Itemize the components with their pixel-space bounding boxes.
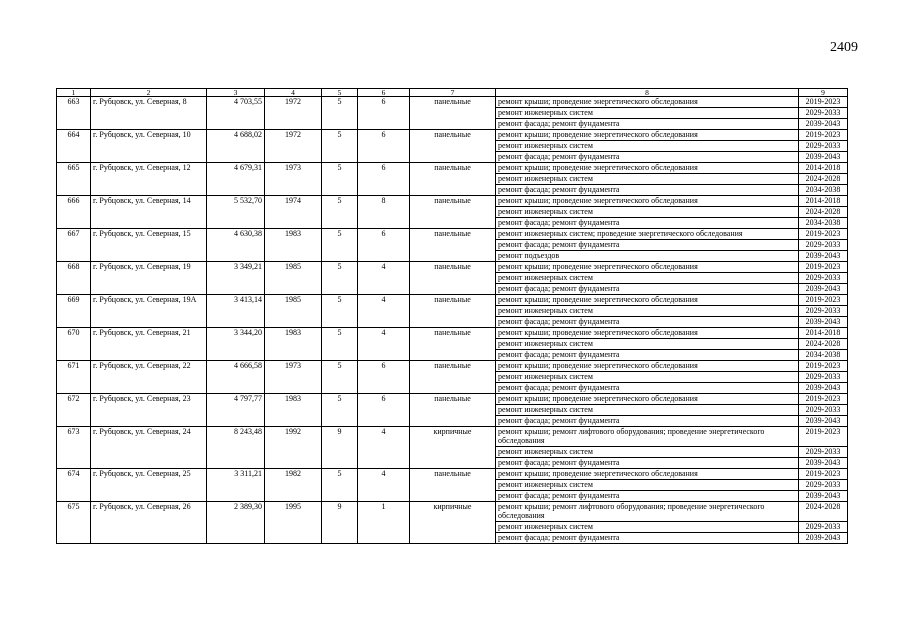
work-description: ремонт фасада; ремонт фундамента — [496, 317, 799, 328]
work-description: ремонт фасада; ремонт фундамента — [496, 119, 799, 130]
wall-material: кирпичные — [410, 502, 496, 544]
building-area: 2 389,30 — [207, 502, 265, 544]
building-year: 1995 — [265, 502, 322, 544]
building-number: 671 — [57, 361, 91, 394]
work-description: ремонт подъездов — [496, 251, 799, 262]
work-description: ремонт крыши; проведение энергетического обследования — [496, 469, 799, 480]
building-address: г. Рубцовск, ул. Северная, 12 — [91, 163, 207, 196]
building-floors: 5 — [322, 361, 358, 394]
work-description: ремонт инженерных систем — [496, 372, 799, 383]
work-period: 2029-2033 — [799, 108, 848, 119]
building-address: г. Рубцовск, ул. Северная, 10 — [91, 130, 207, 163]
building-area: 3 349,21 — [207, 262, 265, 295]
work-period: 2039-2043 — [799, 317, 848, 328]
building-area: 4 688,02 — [207, 130, 265, 163]
table-row — [57, 328, 848, 339]
work-period: 2029-2033 — [799, 372, 848, 383]
wall-material: панельные — [410, 130, 496, 163]
work-description: ремонт инженерных систем — [496, 480, 799, 491]
wall-material: панельные — [410, 295, 496, 328]
work-period: 2024-2028 — [799, 339, 848, 350]
work-description: ремонт фасада; ремонт фундамента — [496, 533, 799, 544]
building-floors: 5 — [322, 196, 358, 229]
building-floors: 5 — [322, 229, 358, 262]
work-period: 2034-2038 — [799, 350, 848, 361]
work-period: 2029-2033 — [799, 480, 848, 491]
work-description: ремонт крыши; проведение энергетического обследования — [496, 130, 799, 141]
building-number: 673 — [57, 427, 91, 469]
building-address: г. Рубцовск, ул. Северная, 25 — [91, 469, 207, 502]
building-entrances: 4 — [358, 427, 410, 469]
wall-material: кирпичные — [410, 427, 496, 469]
building-entrances: 4 — [358, 295, 410, 328]
work-period: 2039-2043 — [799, 251, 848, 262]
wall-material: панельные — [410, 163, 496, 196]
work-description: ремонт фасада; ремонт фундамента — [496, 383, 799, 394]
building-year: 1985 — [265, 295, 322, 328]
building-number: 665 — [57, 163, 91, 196]
work-period: 2019-2023 — [799, 229, 848, 240]
work-period: 2039-2043 — [799, 152, 848, 163]
building-year: 1983 — [265, 328, 322, 361]
building-area: 3 413,14 — [207, 295, 265, 328]
work-description: ремонт фасада; ремонт фундамента — [496, 458, 799, 469]
work-period: 2024-2028 — [799, 502, 848, 522]
building-address: г. Рубцовск, ул. Северная, 24 — [91, 427, 207, 469]
page-number: 2409 — [830, 40, 858, 55]
building-area: 4 679,31 — [207, 163, 265, 196]
building-area: 5 532,70 — [207, 196, 265, 229]
work-period: 2019-2023 — [799, 97, 848, 108]
buildings-table — [56, 88, 848, 544]
work-period: 2029-2033 — [799, 141, 848, 152]
building-number: 674 — [57, 469, 91, 502]
table-row — [57, 196, 848, 207]
work-description: ремонт инженерных систем — [496, 405, 799, 416]
work-description: ремонт инженерных систем — [496, 174, 799, 185]
column-number: 2 — [91, 89, 207, 97]
building-area: 4 666,58 — [207, 361, 265, 394]
building-number: 672 — [57, 394, 91, 427]
work-period: 2019-2023 — [799, 427, 848, 447]
work-description: ремонт инженерных систем — [496, 447, 799, 458]
work-period: 2039-2043 — [799, 416, 848, 427]
column-number: 1 — [57, 89, 91, 97]
building-number: 664 — [57, 130, 91, 163]
building-entrances: 4 — [358, 328, 410, 361]
work-description: ремонт крыши; проведение энергетического обследования — [496, 328, 799, 339]
building-address: г. Рубцовск, ул. Северная, 15 — [91, 229, 207, 262]
building-floors: 9 — [322, 502, 358, 544]
work-description: ремонт крыши; проведение энергетического обследования — [496, 394, 799, 405]
work-description: ремонт инженерных систем — [496, 141, 799, 152]
work-period: 2014-2018 — [799, 328, 848, 339]
work-period: 2014-2018 — [799, 196, 848, 207]
building-entrances: 6 — [358, 229, 410, 262]
wall-material: панельные — [410, 361, 496, 394]
work-period: 2029-2033 — [799, 447, 848, 458]
column-number: 7 — [410, 89, 496, 97]
work-period: 2019-2023 — [799, 394, 848, 405]
work-description: ремонт фасада; ремонт фундамента — [496, 284, 799, 295]
building-entrances: 6 — [358, 394, 410, 427]
table-row — [57, 262, 848, 273]
building-number: 675 — [57, 502, 91, 544]
building-year: 1985 — [265, 262, 322, 295]
work-period: 2039-2043 — [799, 383, 848, 394]
building-entrances: 1 — [358, 502, 410, 544]
building-floors: 5 — [322, 130, 358, 163]
work-description: ремонт фасада; ремонт фундамента — [496, 152, 799, 163]
building-address: г. Рубцовск, ул. Северная, 21 — [91, 328, 207, 361]
building-area: 4 630,38 — [207, 229, 265, 262]
wall-material: панельные — [410, 229, 496, 262]
table-row — [57, 295, 848, 306]
table-row — [57, 97, 848, 108]
work-description: ремонт крыши; проведение энергетического обследования — [496, 196, 799, 207]
work-period: 2029-2033 — [799, 273, 848, 284]
column-number: 8 — [496, 89, 799, 97]
work-period: 2024-2028 — [799, 207, 848, 218]
work-description: ремонт инженерных систем; проведение энергетического обследования — [496, 229, 799, 240]
building-address: г. Рубцовск, ул. Северная, 19 — [91, 262, 207, 295]
building-area: 3 311,21 — [207, 469, 265, 502]
building-area: 8 243,48 — [207, 427, 265, 469]
work-description: ремонт крыши; проведение энергетического обследования — [496, 97, 799, 108]
building-number: 668 — [57, 262, 91, 295]
work-period: 2039-2043 — [799, 491, 848, 502]
table-row — [57, 502, 848, 522]
building-year: 1982 — [265, 469, 322, 502]
building-entrances: 6 — [358, 130, 410, 163]
building-year: 1973 — [265, 163, 322, 196]
work-period: 2039-2043 — [799, 284, 848, 295]
building-year: 1972 — [265, 97, 322, 130]
building-year: 1974 — [265, 196, 322, 229]
work-description: ремонт фасада; ремонт фундамента — [496, 491, 799, 502]
building-area: 4 797,77 — [207, 394, 265, 427]
work-period: 2014-2018 — [799, 163, 848, 174]
building-address: г. Рубцовск, ул. Северная, 8 — [91, 97, 207, 130]
work-description: ремонт крыши; проведение энергетического обследования — [496, 262, 799, 273]
building-number: 670 — [57, 328, 91, 361]
building-number: 667 — [57, 229, 91, 262]
work-period: 2029-2033 — [799, 306, 848, 317]
table-row — [57, 469, 848, 480]
wall-material: панельные — [410, 97, 496, 130]
work-description: ремонт крыши; ремонт лифтового оборудования; проведение энергетического обследования — [496, 502, 799, 522]
building-floors: 5 — [322, 97, 358, 130]
table-row — [57, 361, 848, 372]
work-period: 2039-2043 — [799, 458, 848, 469]
column-number: 4 — [265, 89, 322, 97]
work-description: ремонт фасада; ремонт фундамента — [496, 218, 799, 229]
work-description: ремонт инженерных систем — [496, 273, 799, 284]
work-period: 2039-2043 — [799, 533, 848, 544]
work-period: 2034-2038 — [799, 218, 848, 229]
building-entrances: 4 — [358, 469, 410, 502]
table-row — [57, 229, 848, 240]
building-year: 1992 — [265, 427, 322, 469]
building-number: 669 — [57, 295, 91, 328]
work-period: 2019-2023 — [799, 130, 848, 141]
building-year: 1972 — [265, 130, 322, 163]
building-year: 1973 — [265, 361, 322, 394]
wall-material: панельные — [410, 394, 496, 427]
work-description: ремонт крыши; ремонт лифтового оборудования; проведение энергетического обследования — [496, 427, 799, 447]
work-description: ремонт фасада; ремонт фундамента — [496, 416, 799, 427]
work-period: 2019-2023 — [799, 469, 848, 480]
building-floors: 9 — [322, 427, 358, 469]
wall-material: панельные — [410, 328, 496, 361]
wall-material: панельные — [410, 262, 496, 295]
work-description: ремонт инженерных систем — [496, 108, 799, 119]
work-description: ремонт инженерных систем — [496, 339, 799, 350]
work-description: ремонт фасада; ремонт фундамента — [496, 350, 799, 361]
work-description: ремонт фасада; ремонт фундамента — [496, 185, 799, 196]
work-period: 2019-2023 — [799, 295, 848, 306]
wall-material: панельные — [410, 196, 496, 229]
building-entrances: 8 — [358, 196, 410, 229]
building-floors: 5 — [322, 163, 358, 196]
work-period: 2024-2028 — [799, 174, 848, 185]
table-row — [57, 394, 848, 405]
work-period: 2019-2023 — [799, 262, 848, 273]
column-number: 3 — [207, 89, 265, 97]
building-entrances: 4 — [358, 262, 410, 295]
table-row — [57, 427, 848, 447]
work-period: 2039-2043 — [799, 119, 848, 130]
building-floors: 5 — [322, 469, 358, 502]
work-description: ремонт крыши; проведение энергетического обследования — [496, 361, 799, 372]
building-entrances: 6 — [358, 163, 410, 196]
table-row — [57, 130, 848, 141]
column-number-row — [57, 89, 848, 97]
work-description: ремонт фасада; ремонт фундамента — [496, 240, 799, 251]
building-address: г. Рубцовск, ул. Северная, 14 — [91, 196, 207, 229]
building-area: 4 703,55 — [207, 97, 265, 130]
building-floors: 5 — [322, 262, 358, 295]
column-number: 5 — [322, 89, 358, 97]
work-description: ремонт инженерных систем — [496, 207, 799, 218]
building-floors: 5 — [322, 394, 358, 427]
building-address: г. Рубцовск, ул. Северная, 19А — [91, 295, 207, 328]
column-number: 9 — [799, 89, 848, 97]
building-address: г. Рубцовск, ул. Северная, 26 — [91, 502, 207, 544]
building-address: г. Рубцовск, ул. Северная, 23 — [91, 394, 207, 427]
building-address: г. Рубцовск, ул. Северная, 22 — [91, 361, 207, 394]
work-description: ремонт инженерных систем — [496, 522, 799, 533]
building-entrances: 6 — [358, 97, 410, 130]
building-number: 663 — [57, 97, 91, 130]
work-period: 2029-2033 — [799, 405, 848, 416]
wall-material: панельные — [410, 469, 496, 502]
column-number: 6 — [358, 89, 410, 97]
work-description: ремонт крыши; проведение энергетического обследования — [496, 295, 799, 306]
building-floors: 5 — [322, 295, 358, 328]
work-description: ремонт крыши; проведение энергетического обследования — [496, 163, 799, 174]
building-year: 1983 — [265, 394, 322, 427]
work-period: 2034-2038 — [799, 185, 848, 196]
work-period: 2029-2033 — [799, 522, 848, 533]
building-number: 666 — [57, 196, 91, 229]
building-floors: 5 — [322, 328, 358, 361]
work-period: 2029-2033 — [799, 240, 848, 251]
work-description: ремонт инженерных систем — [496, 306, 799, 317]
work-period: 2019-2023 — [799, 361, 848, 372]
building-area: 3 344,20 — [207, 328, 265, 361]
table-row — [57, 163, 848, 174]
building-entrances: 6 — [358, 361, 410, 394]
building-year: 1983 — [265, 229, 322, 262]
